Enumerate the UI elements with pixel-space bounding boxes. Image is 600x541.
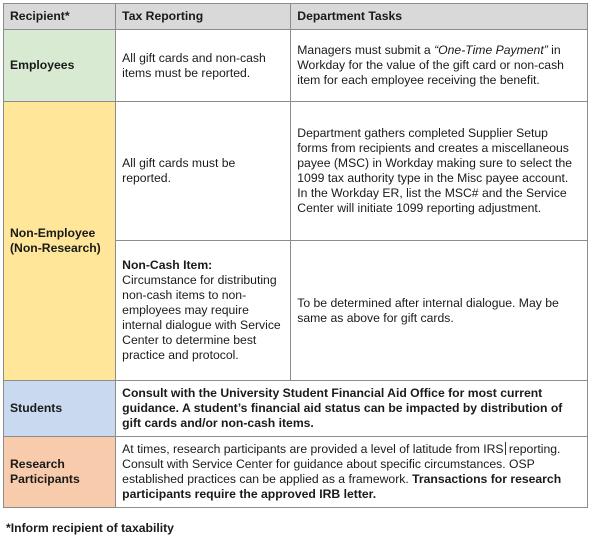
header-department-tasks: Department Tasks: [291, 4, 588, 30]
taxability-footnote: *Inform recipient of taxability: [6, 521, 174, 535]
tax-non-employee-gift: All gift cards must be reported.: [116, 102, 291, 241]
table-row-employees: [4, 30, 588, 102]
research-text-2: reporting. Consult with Service Center for guidance about specific circumstances. OSP established practices can be applied as a framework.: [122, 442, 561, 486]
gift-reporting-table: [3, 3, 588, 508]
noncash-title: Non-Cash Item:: [122, 258, 213, 272]
task-employees-text-2: in Workday for the value of the gift card or non-cash item for each employee receiving the benefit.: [297, 43, 564, 87]
table-row-students: [4, 381, 588, 437]
table-header-row: [4, 4, 588, 30]
task-non-employee-gift: Department gathers completed Supplier Setup forms from recipients and creates a miscellaneous payee (MSC) in Workday making sure to select the 1099 tax authority type in the Misc payee account. In the Workday ER, list the MSC# and the Service Center will initiate 1099 reporting adjustment.: [291, 102, 588, 241]
recipient-non-employee: Non-Employee (Non-Research): [4, 102, 116, 381]
recipient-employees: Employees: [4, 30, 116, 102]
research-irb-note: Transactions for research participants require the approved IRB letter.: [122, 472, 562, 501]
recipient-research: Research Participants: [4, 437, 116, 508]
table-row-research: [4, 437, 588, 508]
tax-non-employee-noncash: [116, 241, 291, 381]
task-employees: [291, 30, 588, 102]
header-tax-reporting: Tax Reporting: [116, 4, 291, 30]
noncash-description: Circumstance for distributing non-cash items to non-employees may require internal dialogue with Service Center to determine best practice and protocol.: [122, 273, 281, 362]
research-guidance: [116, 437, 588, 508]
one-time-payment-label: “One-Time Payment”: [434, 43, 548, 57]
research-text-1: At times, research participants are provided a level of latitude from IRS: [122, 442, 504, 456]
task-non-employee-noncash: To be determined after internal dialogue. May be same as above for gift cards.: [291, 241, 588, 381]
table-row-non-employee-gift: [4, 102, 588, 241]
recipient-students: Students: [4, 381, 116, 437]
header-recipient: Recipient*: [4, 4, 116, 30]
students-guidance: Consult with the University Student Financial Aid Office for most current guidance. A student’s financial aid status can be impacted by distribution of gift cards and/or non-cash items.: [116, 381, 588, 437]
task-employees-text-1: Managers must submit a: [297, 43, 435, 57]
tax-employees: All gift cards and non-cash items must be reported.: [116, 30, 291, 102]
